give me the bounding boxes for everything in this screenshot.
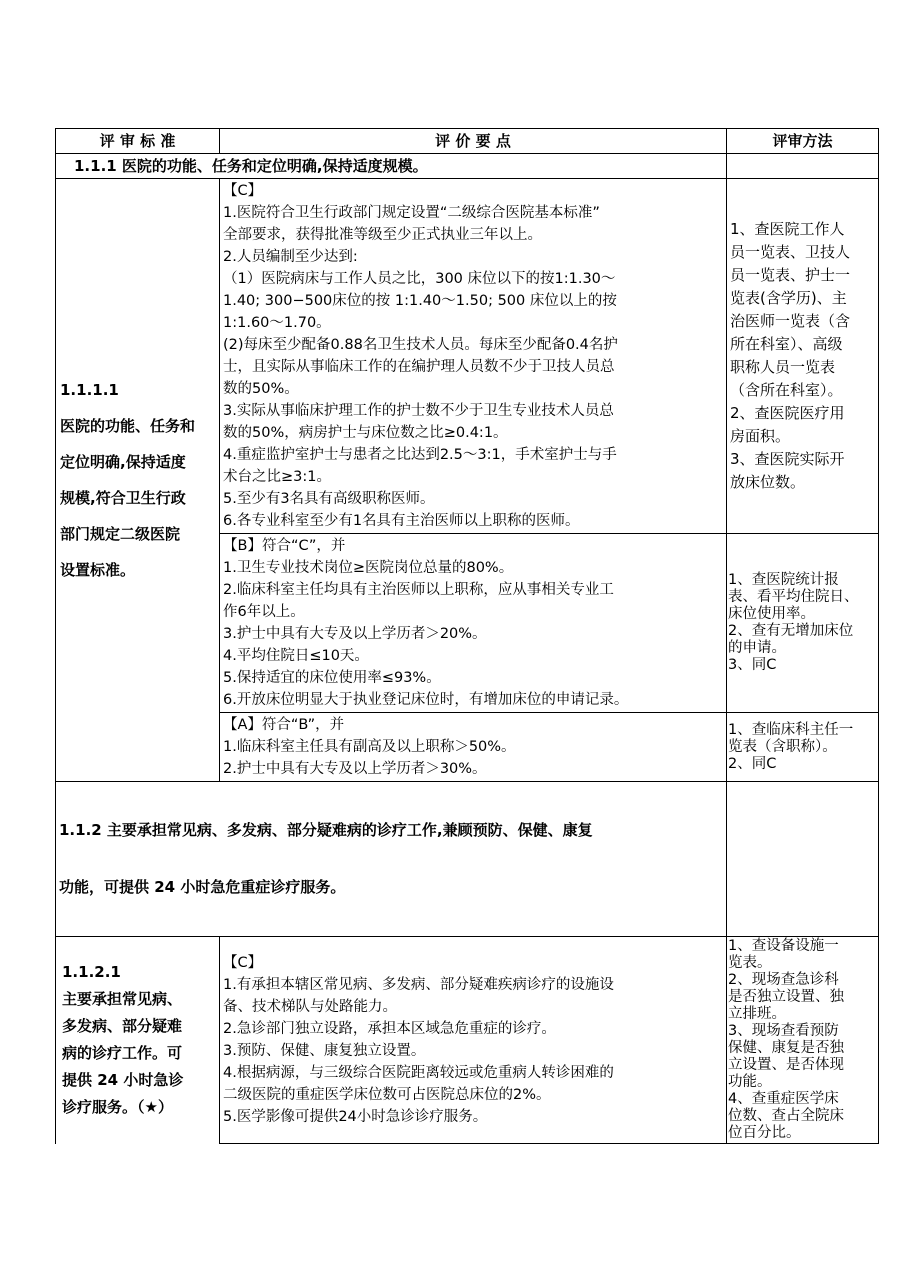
- section1-gradeC-points: [220, 179, 727, 534]
- section1-criteria-code: 1.1.1.1: [60, 381, 119, 399]
- section2-criteria-line: 诊疗服务。（★）: [62, 1098, 173, 1117]
- method-line: 立排班。: [728, 1006, 786, 1022]
- grade-label: 【C】: [223, 183, 263, 199]
- grade-label: 【A】符合“B”，并: [223, 717, 345, 733]
- method-line: 床位使用率。: [728, 606, 815, 622]
- section1-gradeC-method: [727, 179, 879, 534]
- section2-criteria-line: 多发病、部分疑难: [62, 1017, 183, 1036]
- point-line: （1）医院病床与工作人员之比，300 床位以下的按1:1.30～: [223, 271, 616, 287]
- point-line: 5.保持适宜的床位使用率≤93%。: [223, 670, 441, 686]
- method-line: 1、查设备设施一: [728, 938, 839, 954]
- table-header-row: [56, 129, 879, 154]
- method-line: 保健、康复是否独: [728, 1040, 844, 1056]
- method-line: 1、查医院工作人: [730, 220, 845, 238]
- method-line: 1、查医院统计报: [728, 572, 839, 588]
- section1-gradeA-points: [220, 713, 727, 782]
- point-line: 1:1.60～1.70。: [223, 315, 331, 331]
- section2-criteria-line: 病的诊疗工作。可: [62, 1044, 183, 1063]
- point-line: 备、技术梯队与处路能力。: [223, 999, 397, 1015]
- point-line: 数的50%，病房护士与床位数之比≥0.4:1。: [223, 425, 508, 441]
- point-line: 3.护士中具有大专及以上学历者＞20%。: [223, 626, 487, 642]
- method-line: 位数、查占全院床: [728, 1108, 844, 1124]
- section2-title-line: 功能，可提供 24 小时急危重症诊疗服务。: [59, 878, 346, 896]
- header-method: 评审方法: [727, 129, 879, 154]
- method-line: 2、同C: [728, 755, 777, 772]
- header-criteria: 评 审 标 准: [56, 129, 220, 154]
- section1-gradeB-points: [220, 534, 727, 713]
- method-line: 是否独立设置、独: [728, 989, 844, 1005]
- point-line: 全部要求，获得批准等级至少正式执业三年以上。: [223, 227, 542, 243]
- section1-criteria-line: 设置标准。: [60, 561, 136, 579]
- point-line: 6.各专业科室至少有1名具有主治医师以上职称的医师。: [223, 513, 580, 529]
- point-line: 6.开放床位明显大于执业登记床位时，有增加床位的申请记录。: [223, 692, 629, 708]
- evaluation-table: [55, 128, 879, 1144]
- method-line: 1、查临床科主任一: [728, 721, 854, 738]
- point-line: 数的50%。: [223, 381, 299, 397]
- point-line: 2.临床科室主任均具有主治医师以上职称，应从事相关专业工: [223, 582, 614, 598]
- method-line: 3、同C: [728, 657, 777, 673]
- section1-criteria-cell: [56, 179, 220, 782]
- section1-title: 1.1.1 医院的功能、任务和定位明确,保持适度规模。: [56, 154, 727, 179]
- header-points: 评 价 要 点: [220, 129, 727, 154]
- method-line: 4、查重症医学床: [728, 1091, 839, 1107]
- section1-criteria-line: 定位明确,保持适度: [60, 453, 186, 471]
- point-line: 1.40; 300−500床位的按 1:1.40～1.50; 500 床位以上的按: [223, 293, 617, 309]
- method-line: 治医师一览表（含: [730, 312, 851, 330]
- method-line: 功能。: [728, 1074, 772, 1090]
- point-line: 1.医院符合卫生行政部门规定设置“二级综合医院基本标准”: [223, 205, 600, 221]
- section2-criteria-line: 提供 24 小时急诊: [62, 1071, 184, 1090]
- method-line: 职称人员一览表: [730, 358, 836, 376]
- method-line: 员一览表、护士一: [730, 266, 851, 284]
- section2-criteria-code: 1.1.2.1: [62, 963, 121, 982]
- section1-title-row: [56, 154, 879, 179]
- method-line: 员一览表、卫技人: [730, 243, 851, 261]
- method-line: 览表。: [728, 955, 772, 971]
- section2-title: [56, 782, 727, 937]
- section2-gradeC-row: [56, 937, 879, 1144]
- method-line: 览表（含职称）。: [728, 738, 837, 755]
- section2-gradeC-points: [220, 937, 727, 1144]
- method-line: （含所在科室）。: [730, 381, 843, 399]
- method-line: 所在科室）、高级: [730, 335, 843, 353]
- method-line: 表、看平均住院日、: [728, 589, 859, 605]
- method-line: 2、现场查急诊科: [728, 972, 839, 988]
- method-line: 3、现场查看预防: [728, 1023, 839, 1039]
- point-line: 5.至少有3名具有高级职称医师。: [223, 491, 435, 507]
- evaluation-table-page: [55, 128, 878, 1144]
- section1-title-blank: [727, 154, 879, 179]
- section2-title-line: 1.1.2 主要承担常见病、多发病、部分疑难病的诊疗工作,兼顾预防、保健、康复: [59, 821, 593, 839]
- point-line: 2.急诊部门独立设路，承担本区域急危重症的诊疗。: [223, 1021, 556, 1037]
- point-line: 术台之比≥3:1。: [223, 469, 331, 485]
- point-line: 4.根据病源，与三级综合医院距离较远或危重病人转诊困难的: [223, 1065, 614, 1081]
- point-line: (2)每床至少配备0.88名卫生技术人员。每床至少配备0.4名护: [223, 337, 618, 353]
- method-line: 3、查医院实际开: [730, 450, 845, 468]
- section1-criteria-line: 医院的功能、任务和: [60, 417, 196, 435]
- point-line: 1.有承担本辖区常见病、多发病、部分疑难疾病诊疗的设施设: [223, 977, 614, 993]
- method-line: 放床位数。: [730, 473, 806, 491]
- point-line: 二级医院的重症医学床位数可占医院总床位的2%。: [223, 1087, 551, 1103]
- point-line: 5.医学影像可提供24小时急诊诊疗服务。: [223, 1109, 488, 1125]
- point-line: 2.人员编制至少达到:: [223, 249, 358, 265]
- section2-title-blank: [727, 782, 879, 937]
- point-line: 4.平均住院日≤10天。: [223, 648, 369, 664]
- section1-gradeB-method: [727, 534, 879, 713]
- grade-label: 【C】: [223, 955, 263, 971]
- method-line: 房面积。: [730, 427, 791, 445]
- point-line: 士，且实际从事临床工作的在编护理人员数不少于卫技人员总: [223, 359, 615, 375]
- method-line: 位百分比。: [728, 1125, 801, 1141]
- point-line: 2.护士中具有大专及以上学历者＞30%。: [223, 761, 487, 777]
- point-line: 3.实际从事临床护理工作的护士数不少于卫生专业技术人员总: [223, 403, 614, 419]
- point-line: 4.重症监护室护士与患者之比达到2.5～3:1，手术室护士与手: [223, 447, 617, 463]
- section1-gradeC-row: [56, 179, 879, 534]
- method-line: 2、查医院医疗用: [730, 404, 845, 422]
- section2-gradeC-method: [727, 937, 879, 1144]
- section1-gradeA-method: [727, 713, 879, 782]
- section2-criteria-cell: [56, 937, 220, 1144]
- section2-title-row: [56, 782, 879, 937]
- point-line: 作6年以上。: [223, 604, 305, 620]
- section1-criteria-line: 规模,符合卫生行政: [60, 489, 186, 507]
- point-line: 1.临床科室主任具有副高及以上职称＞50%。: [223, 739, 516, 755]
- method-line: 立设置、是否体现: [728, 1057, 844, 1073]
- section2-criteria-line: 主要承担常见病、: [62, 990, 183, 1009]
- method-line: 的申请。: [728, 640, 786, 656]
- point-line: 1.卫生专业技术岗位≥医院岗位总量的80%。: [223, 560, 514, 576]
- grade-label: 【B】符合“C”，并: [223, 538, 346, 554]
- method-line: 2、查有无增加床位: [728, 623, 854, 639]
- section1-criteria-line: 部门规定二级医院: [60, 525, 181, 543]
- point-line: 3.预防、保健、康复独立设置。: [223, 1043, 426, 1059]
- method-line: 览表(含学历)、主: [730, 289, 847, 307]
